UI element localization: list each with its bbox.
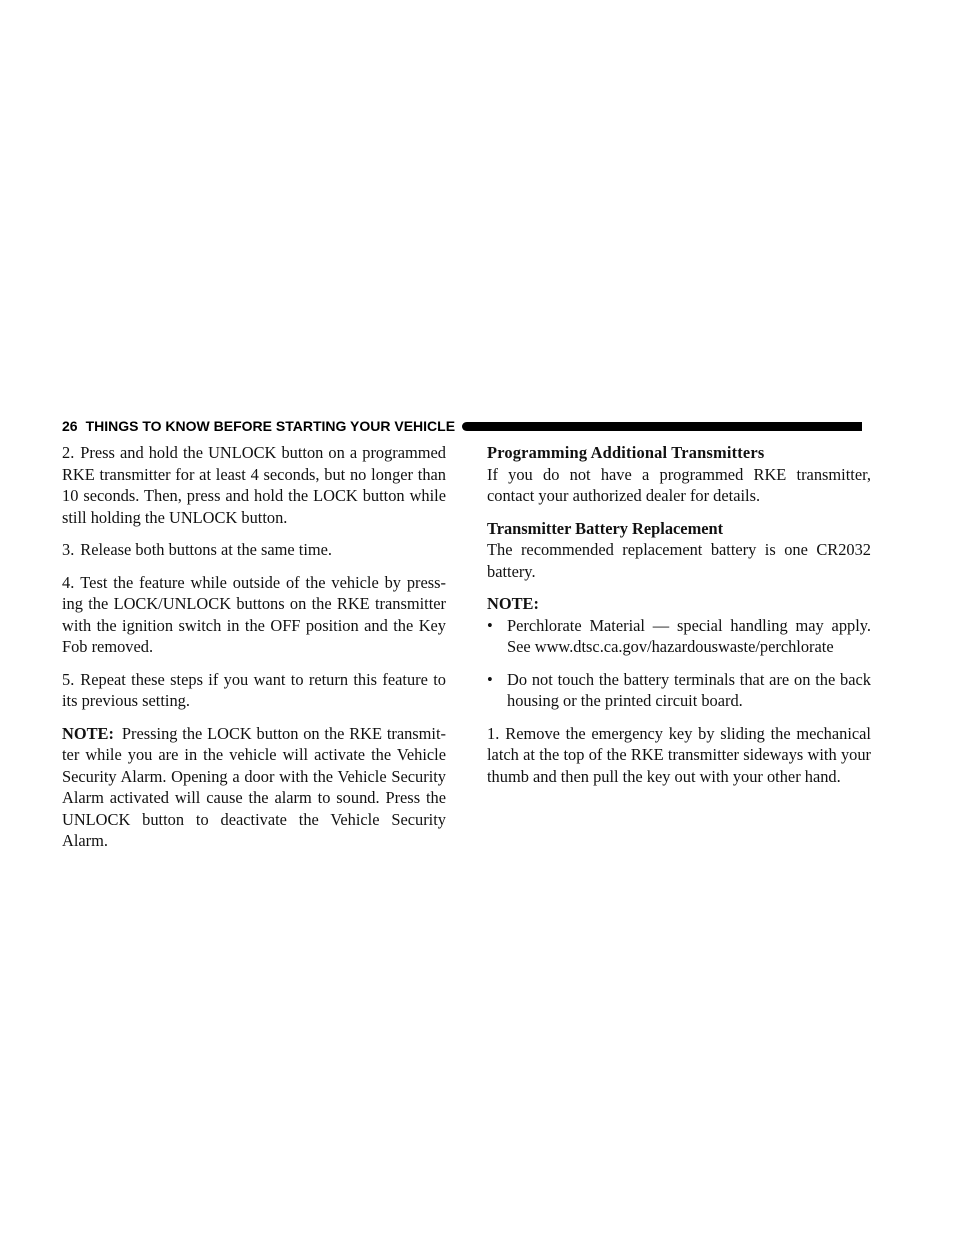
note-label: NOTE:: [62, 723, 114, 743]
page-header: [62, 417, 862, 435]
alarm-note: [62, 723, 446, 852]
step-number: 1.: [487, 723, 500, 743]
step-text: Press and hold the UNLOCK button on a programmed RKE transmitter for at least 4 seconds, but no longer than 10 seconds. Then, press and hold the LOCK button while still holding the UNLOCK button.: [62, 443, 446, 527]
battery-heading: Transmitter Battery Replacement: [487, 518, 724, 538]
bullet-text: Do not touch the battery terminals that are on the back housing or the printed circuit board.: [507, 669, 871, 710]
page-number: 26: [62, 418, 78, 434]
step-text: Test the feature while outside of the vehicle by press-ing the LOCK/UNLOCK buttons on the RKE transmitter with the ignition switch in the OFF position and the Key Fob removed.: [62, 572, 446, 656]
note-text: Pressing the LOCK button on the RKE transmit-ter while you are in the vehicle will activate the Vehicle Security Alarm. Opening a door with the Vehicle Security Alarm activated will cause the alarm to sound. Press the UNLOCK button to deactivate the Vehicle Security Alarm.: [62, 723, 446, 850]
programming-heading: Programming Additional Transmitters: [487, 443, 765, 462]
note-bullet-list: [487, 615, 871, 712]
step-number: 4.: [62, 572, 75, 592]
programming-text: If you do not have a programmed RKE transmitter, contact your authorized dealer for details.: [487, 464, 871, 505]
header-rule-bar: [467, 422, 862, 431]
step-2: [62, 442, 446, 528]
step-1: [487, 723, 871, 788]
bullet-icon: •: [487, 615, 493, 635]
step-3: [62, 539, 446, 561]
left-column: [62, 442, 446, 863]
battery-text: The recommended replacement battery is one CR2032 battery.: [487, 540, 871, 581]
bullet-icon: •: [487, 669, 493, 689]
right-column: [487, 442, 871, 798]
step-text: Release both buttons at the same time.: [80, 540, 333, 559]
step-number: 5.: [62, 669, 75, 689]
bullet-text: Perchlorate Material — special handling may apply. See www.dtsc.ca.gov/hazardouswaste/perchlorate: [507, 615, 871, 656]
section-title: THINGS TO KNOW BEFORE STARTING YOUR VEHICLE: [85, 418, 456, 434]
note-label: NOTE:: [487, 594, 539, 613]
step-number: 2.: [62, 443, 75, 462]
step-text: Remove the emergency key by sliding the mechanical latch at the top of the RKE transmitter sideways with your thumb and then pull the key out with your other hand.: [487, 723, 871, 786]
list-item: [487, 669, 871, 712]
step-text: Repeat these steps if you want to return this feature to its previous setting.: [62, 669, 446, 710]
step-5: [62, 669, 446, 712]
list-item: [487, 615, 871, 658]
step-4: [62, 572, 446, 658]
header-rule: [462, 417, 862, 435]
step-number: 3.: [62, 540, 75, 559]
